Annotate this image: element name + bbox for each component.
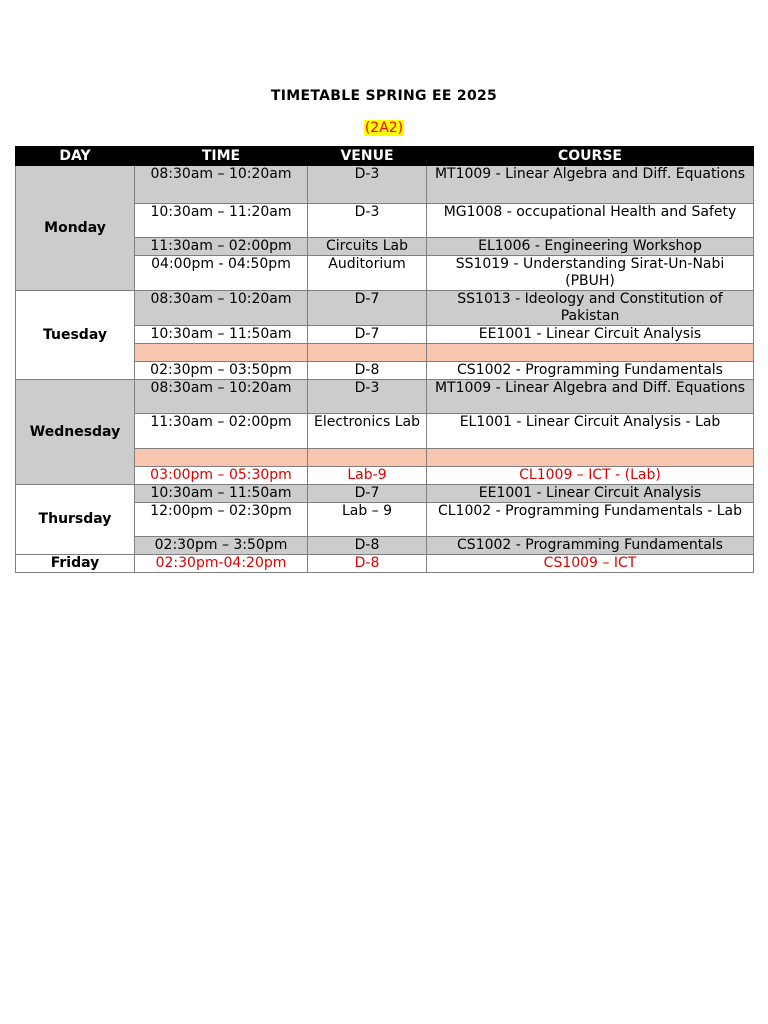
header-day: DAY bbox=[16, 147, 135, 166]
time-cell: 10:30am – 11:50am bbox=[135, 326, 308, 344]
venue-cell: Lab – 9 bbox=[308, 503, 427, 537]
empty-cell bbox=[308, 449, 427, 467]
header-venue: VENUE bbox=[308, 147, 427, 166]
time-cell: 11:30am – 02:00pm bbox=[135, 238, 308, 256]
table-row bbox=[16, 380, 754, 414]
venue-cell: D-7 bbox=[308, 291, 427, 326]
empty-cell bbox=[135, 449, 308, 467]
course-cell: MT1009 - Linear Algebra and Diff. Equations bbox=[427, 380, 754, 414]
course-cell: MT1009 - Linear Algebra and Diff. Equations bbox=[427, 166, 754, 204]
time-cell: 04:00pm - 04:50pm bbox=[135, 256, 308, 291]
venue-cell: Auditorium bbox=[308, 256, 427, 291]
venue-cell: D-8 bbox=[308, 362, 427, 380]
table-row bbox=[16, 485, 754, 503]
course-cell: CL1009 – ICT - (Lab) bbox=[427, 467, 754, 485]
time-cell: 03:00pm – 05:30pm bbox=[135, 467, 308, 485]
time-cell: 02:30pm – 3:50pm bbox=[135, 537, 308, 555]
empty-cell bbox=[308, 344, 427, 362]
venue-cell: D-7 bbox=[308, 485, 427, 503]
time-cell: 11:30am – 02:00pm bbox=[135, 414, 308, 449]
header-row bbox=[16, 147, 754, 166]
time-cell: 10:30am – 11:20am bbox=[135, 204, 308, 238]
time-cell: 02:30pm-04:20pm bbox=[135, 555, 308, 573]
section-label-wrap bbox=[0, 117, 768, 136]
empty-cell bbox=[427, 344, 754, 362]
course-cell: EL1006 - Engineering Workshop bbox=[427, 238, 754, 256]
day-thursday: Thursday bbox=[16, 485, 135, 555]
table-row bbox=[16, 166, 754, 204]
course-cell: MG1008 - occupational Health and Safety bbox=[427, 204, 754, 238]
table-row bbox=[16, 555, 754, 573]
venue-cell: Electronics Lab bbox=[308, 414, 427, 449]
section-label: (2A2) bbox=[364, 120, 404, 136]
venue-cell: D-8 bbox=[308, 555, 427, 573]
venue-cell: D-7 bbox=[308, 326, 427, 344]
page-title: TIMETABLE SPRING EE 2025 bbox=[270, 88, 498, 104]
empty-cell bbox=[427, 449, 754, 467]
time-cell: 10:30am – 11:50am bbox=[135, 485, 308, 503]
venue-cell: Lab-9 bbox=[308, 467, 427, 485]
day-wednesday: Wednesday bbox=[16, 380, 135, 485]
venue-cell: D-3 bbox=[308, 204, 427, 238]
course-cell: SS1013 - Ideology and Constitution of Pakistan bbox=[427, 291, 754, 326]
time-cell: 08:30am – 10:20am bbox=[135, 291, 308, 326]
venue-cell: D-3 bbox=[308, 380, 427, 414]
venue-cell: D-8 bbox=[308, 537, 427, 555]
table-row bbox=[16, 291, 754, 326]
header-time: TIME bbox=[135, 147, 308, 166]
course-cell: EL1001 - Linear Circuit Analysis - Lab bbox=[427, 414, 754, 449]
course-cell: CL1002 - Programming Fundamentals - Lab bbox=[427, 503, 754, 537]
course-cell: EE1001 - Linear Circuit Analysis bbox=[427, 485, 754, 503]
venue-cell: D-3 bbox=[308, 166, 427, 204]
course-cell: CS1002 - Programming Fundamentals bbox=[427, 362, 754, 380]
venue-cell: Circuits Lab bbox=[308, 238, 427, 256]
time-cell: 02:30pm – 03:50pm bbox=[135, 362, 308, 380]
time-cell: 08:30am – 10:20am bbox=[135, 380, 308, 414]
course-cell: CS1009 – ICT bbox=[427, 555, 754, 573]
day-friday: Friday bbox=[16, 555, 135, 573]
course-cell: CS1002 - Programming Fundamentals bbox=[427, 537, 754, 555]
empty-cell bbox=[135, 344, 308, 362]
course-cell: EE1001 - Linear Circuit Analysis bbox=[427, 326, 754, 344]
time-cell: 08:30am – 10:20am bbox=[135, 166, 308, 204]
course-cell: SS1019 - Understanding Sirat-Un-Nabi (PBUH) bbox=[427, 256, 754, 291]
time-cell: 12:00pm – 02:30pm bbox=[135, 503, 308, 537]
day-tuesday: Tuesday bbox=[16, 291, 135, 380]
timetable bbox=[15, 146, 754, 573]
header-course: COURSE bbox=[427, 147, 754, 166]
day-monday: Monday bbox=[16, 166, 135, 291]
